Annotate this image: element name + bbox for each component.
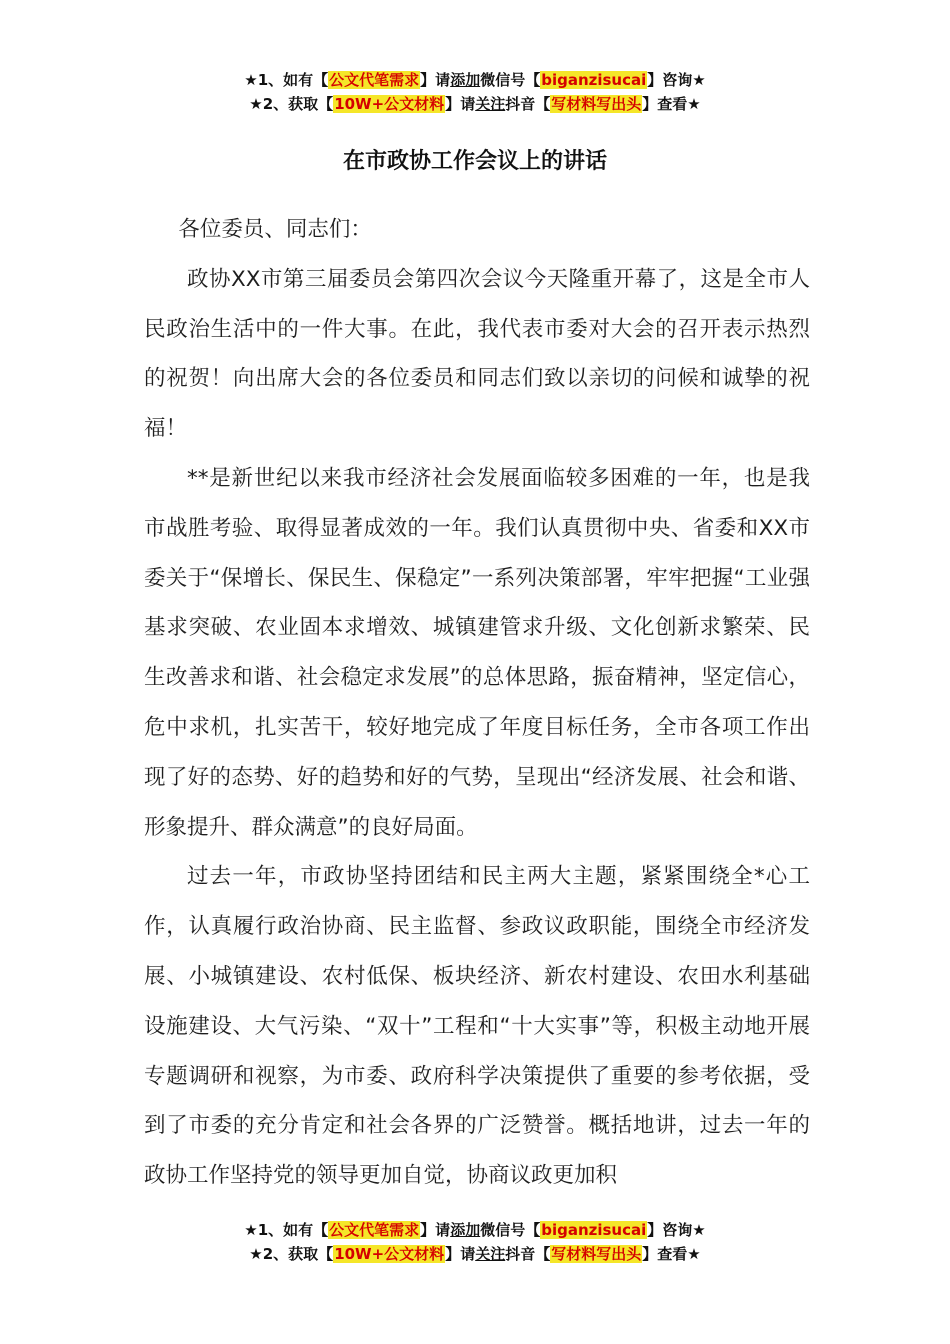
promo-text: 抖音【 (505, 1245, 551, 1263)
promo-banner-top (0, 68, 950, 116)
document-title: 在市政协工作会议上的讲话 (342, 149, 607, 174)
promo-line-2 (0, 1242, 950, 1266)
promo-text: 】查看★ (642, 95, 701, 113)
promo-highlight-douyin-id: 写材料写出头 (551, 95, 642, 113)
promo-text: 】请 (445, 95, 476, 113)
promo-banner-bottom (0, 1218, 950, 1266)
promo-text: ★1、如有【 (244, 71, 329, 89)
promo-highlight: 10W+公文材料 (334, 95, 445, 113)
promo-text: 微信号【 (480, 1221, 541, 1239)
promo-text: ★2、获取【 (249, 1245, 334, 1263)
promo-line-2 (0, 92, 950, 116)
promo-emphasis: 关注 (475, 1245, 506, 1263)
promo-highlight: 公文代笔需求 (329, 71, 420, 89)
promo-text: ★2、获取【 (249, 95, 334, 113)
body-paragraph-3: 过去一年，市政协坚持团结和民主两大主题，紧紧围绕全*心工作，认真履行政治协商、民主监督、参政议政职能，围绕全市经济发展、小城镇建设、农村低保、板块经济、新农村建设、农田水利基础设施建设、大气污染、“双十”工程和“十大实事”等，积极主动地开展专题调研和视察，为市委、政府科学决策提供了重要的参考依据，受到了市委的充分肯定和社会各界的广泛赞誉。概括地讲，过去一年的政协工作坚持党的领导更加自觉，协商议政更加积 (144, 864, 810, 1189)
promo-text: 】请 (420, 1221, 451, 1239)
promo-emphasis: 关注 (475, 95, 506, 113)
promo-text: 】请 (445, 1245, 476, 1263)
promo-emphasis: 添加 (450, 71, 481, 89)
promo-text: 】查看★ (642, 1245, 701, 1263)
promo-text: 】咨询★ (647, 71, 706, 89)
promo-text: ★1、如有【 (244, 1221, 329, 1239)
document-body (144, 205, 810, 1201)
promo-emphasis: 添加 (450, 1221, 481, 1239)
promo-highlight: 公文代笔需求 (329, 1221, 420, 1239)
promo-line-1 (0, 1218, 950, 1242)
promo-highlight-douyin-id: 写材料写出头 (551, 1245, 642, 1263)
promo-highlight-wechat-id: biganzisucai (541, 1221, 647, 1239)
promo-text: 】咨询★ (647, 1221, 706, 1239)
body-paragraph-1: 政协XX市第三届委员会第四次会议今天隆重开幕了，这是全市人民政治生活中的一件大事。在此，我代表市委对大会的召开表示热烈的祝贺！向出席大会的各位委员和同志们致以亲切的问候和诚挚的祝福！ (144, 266, 810, 442)
promo-text: 微信号【 (480, 71, 541, 89)
promo-text: 】请 (420, 71, 451, 89)
promo-line-1 (0, 68, 950, 92)
promo-text: 抖音【 (505, 95, 551, 113)
promo-highlight-wechat-id: biganzisucai (541, 71, 647, 89)
promo-highlight: 10W+公文材料 (334, 1245, 445, 1263)
salutation: 各位委员、同志们： (178, 217, 372, 242)
body-paragraph-2: **是新世纪以来我市经济社会发展面临较多困难的一年，也是我市战胜考验、取得显著成效的一年。我们认真贯彻中央、省委和XX市委关于“保增长、保民生、保稳定”一系列决策部署，牢牢把握“工业强基求突破、农业固本求增效、城镇建管求升级、文化创新求繁荣、民生改善求和谐、社会稳定求发展”的总体思路，振奋精神，坚定信心，危中求机，扎实苦干，较好地完成了年度目标任务，全市各项工作出现了好的态势、好的趋势和好的气势，呈现出“经济发展、社会和谐、形象提升、群众满意”的良好局面。 (144, 465, 810, 840)
